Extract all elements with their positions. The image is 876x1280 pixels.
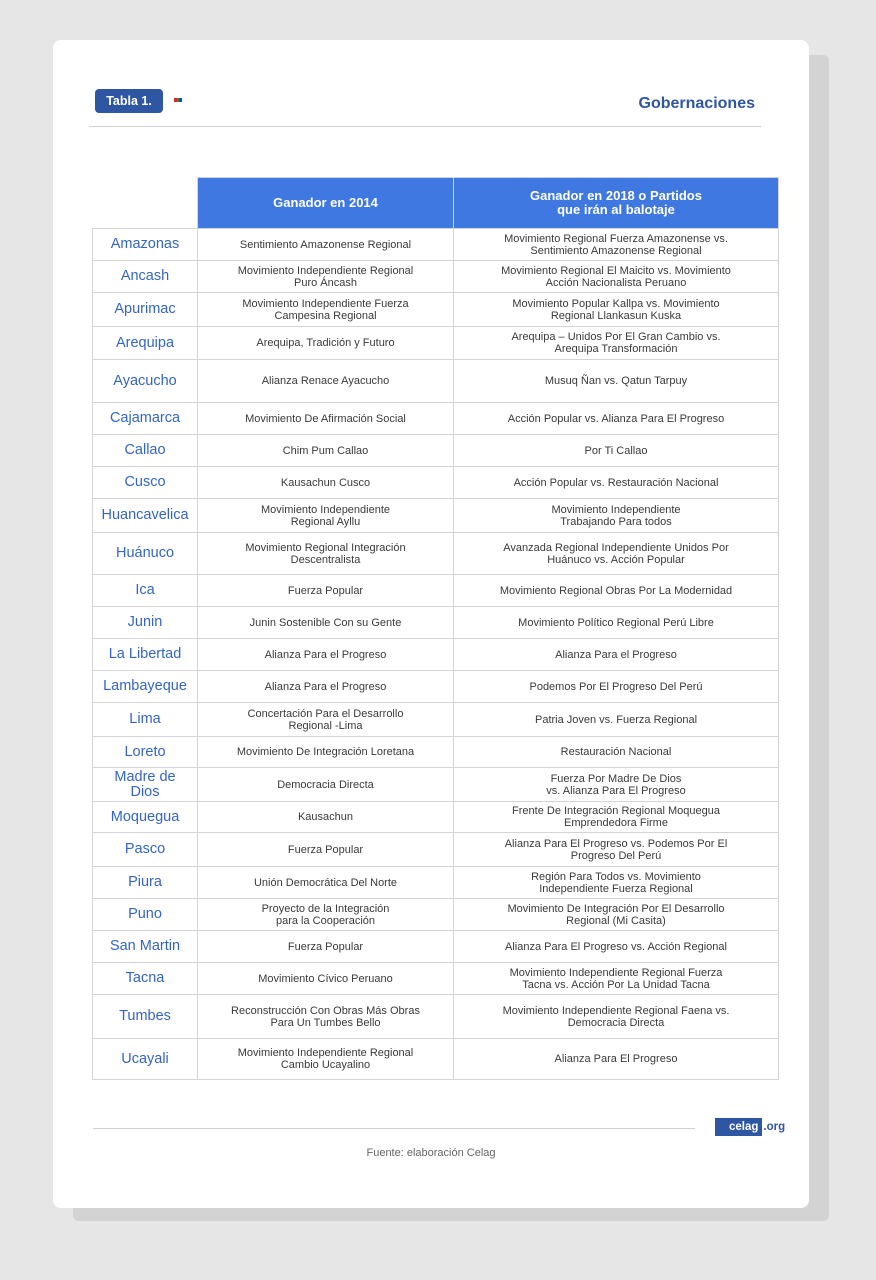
winner-2018-cell: Por Ti Callao xyxy=(454,435,779,467)
winner-2014-cell: Democracia Directa xyxy=(198,768,454,802)
region-cell: Ucayali xyxy=(93,1039,198,1080)
region-cell: Ayacucho xyxy=(93,360,198,403)
winner-2014-cell: Movimiento Independiente Fuerza Campesina Regional xyxy=(198,293,454,327)
winner-2018-cell: Alianza Para el Progreso xyxy=(454,639,779,671)
winner-2014-cell: Proyecto de la Integración para la Cooperación xyxy=(198,899,454,931)
winner-2018-cell: Movimiento Regional Fuerza Amazonense vs. Sentimiento Amazonense Regional xyxy=(454,229,779,261)
header-corner xyxy=(93,178,198,229)
region-cell: Apurimac xyxy=(93,293,198,327)
table-row xyxy=(93,833,779,867)
table-row xyxy=(93,293,779,327)
source-note: Fuente: elaboración Celag xyxy=(366,1147,496,1159)
winner-2018-cell: Región Para Todos vs. Movimiento Independiente Fuerza Regional xyxy=(454,867,779,899)
winner-2014-cell: Unión Democrática Del Norte xyxy=(198,867,454,899)
region-cell: Huánuco xyxy=(93,533,198,575)
winner-2014-cell: Fuerza Popular xyxy=(198,931,454,963)
winner-2018-cell: Frente De Integración Regional Moquegua Emprendedora Firme xyxy=(454,802,779,833)
column-header-2018: Ganador en 2018 o Partidos que irán al balotaje xyxy=(454,178,779,229)
divider xyxy=(93,1128,695,1129)
region-cell: San Martin xyxy=(93,931,198,963)
table-row xyxy=(93,575,779,607)
table-row xyxy=(93,360,779,403)
table-row xyxy=(93,403,779,435)
table-row xyxy=(93,802,779,833)
winner-2018-cell: Arequipa – Unidos Por El Gran Cambio vs. Arequipa Transformación xyxy=(454,327,779,360)
winner-2014-cell: Movimiento De Integración Loretana xyxy=(198,737,454,768)
table-row xyxy=(93,899,779,931)
region-cell: La Libertad xyxy=(93,639,198,671)
winner-2018-cell: Movimiento Político Regional Perú Libre xyxy=(454,607,779,639)
winner-2018-cell: Acción Popular vs. Alianza Para El Progreso xyxy=(454,403,779,435)
region-cell: Madre de Dios xyxy=(93,768,198,802)
winner-2018-cell: Movimiento Independiente Trabajando Para todos xyxy=(454,499,779,533)
region-cell: Ica xyxy=(93,575,198,607)
region-cell: Moquegua xyxy=(93,802,198,833)
winner-2018-cell: Movimiento Independiente Regional Fuerza Tacna vs. Acción Por La Unidad Tacna xyxy=(454,963,779,995)
table-row xyxy=(93,229,779,261)
region-cell: Huancavelica xyxy=(93,499,198,533)
winner-2014-cell: Junin Sostenible Con su Gente xyxy=(198,607,454,639)
region-cell: Callao xyxy=(93,435,198,467)
table-row xyxy=(93,671,779,703)
winner-2018-cell: Alianza Para El Progreso vs. Podemos Por El Progreso Del Perú xyxy=(454,833,779,867)
governorships-table xyxy=(92,177,779,1080)
column-header-2014: Ganador en 2014 xyxy=(198,178,454,229)
divider xyxy=(89,126,761,127)
table-row xyxy=(93,931,779,963)
document-card xyxy=(53,40,809,1208)
table-row xyxy=(93,639,779,671)
winner-2018-cell: Movimiento Regional El Maicito vs. Movimiento Acción Nacionalista Peruano xyxy=(454,261,779,293)
region-cell: Puno xyxy=(93,899,198,931)
table-row xyxy=(93,607,779,639)
celag-logo xyxy=(715,1118,785,1136)
flag-stripe xyxy=(179,98,182,102)
winner-2018-cell: Movimiento Popular Kallpa vs. Movimiento Regional Llankasun Kuska xyxy=(454,293,779,327)
winner-2014-cell: Alianza Para el Progreso xyxy=(198,639,454,671)
winner-2018-cell: Movimiento Independiente Regional Faena vs. Democracia Directa xyxy=(454,995,779,1039)
winner-2018-cell: Restauración Nacional xyxy=(454,737,779,768)
winner-2014-cell: Movimiento Regional Integración Descentralista xyxy=(198,533,454,575)
region-cell: Junin xyxy=(93,607,198,639)
logo-tld: .org xyxy=(763,1121,786,1133)
winner-2018-cell: Acción Popular vs. Restauración Nacional xyxy=(454,467,779,499)
winner-2018-cell: Movimiento De Integración Por El Desarrollo Regional (Mi Casita) xyxy=(454,899,779,931)
winner-2014-cell: Kausachun xyxy=(198,802,454,833)
winner-2014-cell: Movimiento Independiente Regional Cambio Ucayalino xyxy=(198,1039,454,1080)
page-title: Gobernaciones xyxy=(638,95,755,112)
logo-main: celag xyxy=(715,1118,762,1136)
region-cell: Lambayeque xyxy=(93,671,198,703)
region-cell: Tumbes xyxy=(93,995,198,1039)
winner-2014-cell: Reconstrucción Con Obras Más Obras Para Un Tumbes Bello xyxy=(198,995,454,1039)
region-cell: Piura xyxy=(93,867,198,899)
table-row xyxy=(93,995,779,1039)
table-row xyxy=(93,768,779,802)
table-badge: Tabla 1. xyxy=(95,89,163,113)
winner-2014-cell: Alianza Para el Progreso xyxy=(198,671,454,703)
region-cell: Pasco xyxy=(93,833,198,867)
table-row xyxy=(93,1039,779,1080)
flag-icon xyxy=(174,98,182,102)
region-cell: Tacna xyxy=(93,963,198,995)
winner-2014-cell: Fuerza Popular xyxy=(198,833,454,867)
region-cell: Amazonas xyxy=(93,229,198,261)
winner-2018-cell: Alianza Para El Progreso xyxy=(454,1039,779,1080)
winner-2014-cell: Concertación Para el Desarrollo Regional -Lima xyxy=(198,703,454,737)
region-cell: Cusco xyxy=(93,467,198,499)
winner-2014-cell: Movimiento Cívico Peruano xyxy=(198,963,454,995)
winner-2018-cell: Fuerza Por Madre De Dios vs. Alianza Para El Progreso xyxy=(454,768,779,802)
table-row xyxy=(93,435,779,467)
winner-2014-cell: Fuerza Popular xyxy=(198,575,454,607)
winner-2014-cell: Arequipa, Tradición y Futuro xyxy=(198,327,454,360)
table-row xyxy=(93,533,779,575)
region-cell: Lima xyxy=(93,703,198,737)
table-header-row xyxy=(93,178,779,229)
winner-2014-cell: Movimiento Independiente Regional Puro Áncash xyxy=(198,261,454,293)
region-cell: Ancash xyxy=(93,261,198,293)
winner-2014-cell: Movimiento De Afirmación Social xyxy=(198,403,454,435)
table-row xyxy=(93,703,779,737)
table-row xyxy=(93,261,779,293)
winner-2018-cell: Movimiento Regional Obras Por La Modernidad xyxy=(454,575,779,607)
winner-2014-cell: Sentimiento Amazonense Regional xyxy=(198,229,454,261)
winner-2018-cell: Avanzada Regional Independiente Unidos Por Huánuco vs. Acción Popular xyxy=(454,533,779,575)
table-row xyxy=(93,963,779,995)
table-row xyxy=(93,737,779,768)
winner-2018-cell: Podemos Por El Progreso Del Perú xyxy=(454,671,779,703)
winner-2014-cell: Kausachun Cusco xyxy=(198,467,454,499)
table-row xyxy=(93,327,779,360)
table-row xyxy=(93,467,779,499)
winner-2018-cell: Alianza Para El Progreso vs. Acción Regional xyxy=(454,931,779,963)
winner-2014-cell: Movimiento Independiente Regional Ayllu xyxy=(198,499,454,533)
winner-2014-cell: Alianza Renace Ayacucho xyxy=(198,360,454,403)
region-cell: Loreto xyxy=(93,737,198,768)
winner-2018-cell: Patria Joven vs. Fuerza Regional xyxy=(454,703,779,737)
region-cell: Arequipa xyxy=(93,327,198,360)
winner-2018-cell: Musuq Ñan vs. Qatun Tarpuy xyxy=(454,360,779,403)
winner-2014-cell: Chim Pum Callao xyxy=(198,435,454,467)
table-row xyxy=(93,499,779,533)
region-cell: Cajamarca xyxy=(93,403,198,435)
table-row xyxy=(93,867,779,899)
